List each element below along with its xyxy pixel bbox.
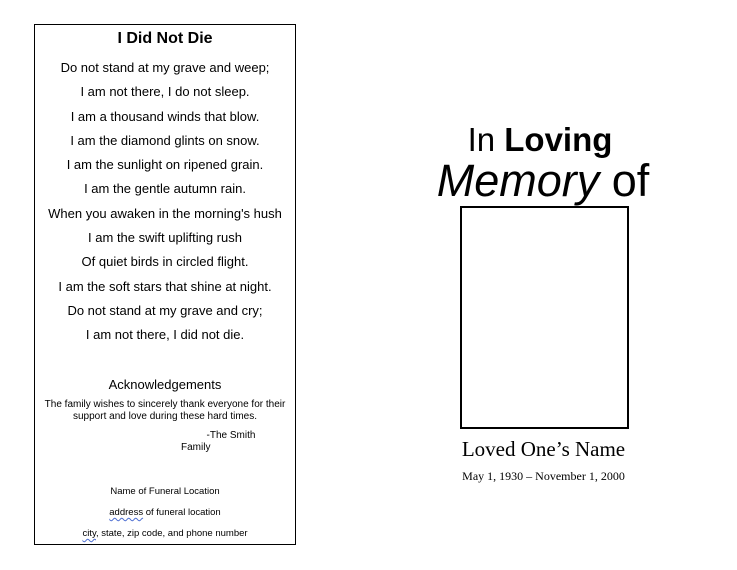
cover-heading-memory-of	[425, 155, 661, 207]
acknowledgements-text: The family wishes to sincerely thank everyone for their support and love during these hard times.	[44, 398, 286, 422]
acknowledgements-signature: -The Smith	[206, 430, 256, 441]
funeral-location-block	[35, 481, 295, 544]
life-dates: May 1, 1930 – November 1, 2000	[462, 469, 625, 483]
loved-one-name: Loved One’s Name	[461, 437, 626, 461]
poem-line: I am the soft stars that shine at night.	[58, 278, 272, 294]
poem-line: I am the swift uplifting rush	[88, 230, 242, 246]
poem-line: Do not stand at my grave and cry;	[67, 302, 263, 318]
poem-line: I am a thousand winds that blow.	[70, 108, 260, 124]
poem-line: I am not there, I do not sleep.	[80, 84, 250, 100]
poem-line: I am the gentle autumn rain.	[84, 181, 246, 197]
poem-title: I Did Not Die	[117, 30, 213, 47]
spellcheck-word: city	[82, 528, 96, 539]
funeral-location-name: Name of Funeral Location	[110, 486, 220, 497]
poem-line: When you awaken in the morning's hush	[48, 205, 282, 221]
heading-loving: Loving	[504, 121, 613, 158]
heading-in: In	[467, 121, 505, 158]
heading-memory: Memory	[436, 155, 600, 206]
poem-line: I am the sunlight on ripened grain.	[66, 157, 264, 173]
acknowledgements-signature-family: Family	[181, 442, 211, 453]
address-rest: of funeral location	[143, 507, 221, 518]
city-rest: , state, zip code, and phone number	[95, 528, 248, 539]
heading-of: of	[599, 155, 650, 206]
poem-line: Do not stand at my grave and weep;	[60, 60, 270, 75]
poem-line: I am not there, I did not die.	[85, 327, 245, 343]
poem-body	[35, 56, 295, 348]
cover-heading-in-loving	[440, 120, 640, 160]
funeral-location-city	[35, 523, 295, 544]
acknowledgements-title: Acknowledgements	[108, 376, 222, 392]
poem-panel	[34, 24, 296, 545]
poem-line: Of quiet birds in circled flight.	[81, 254, 249, 270]
photo-placeholder	[460, 206, 629, 429]
funeral-location-address	[35, 502, 295, 523]
poem-line: I am the diamond glints on snow.	[70, 132, 260, 148]
spellcheck-word: address	[109, 507, 144, 518]
